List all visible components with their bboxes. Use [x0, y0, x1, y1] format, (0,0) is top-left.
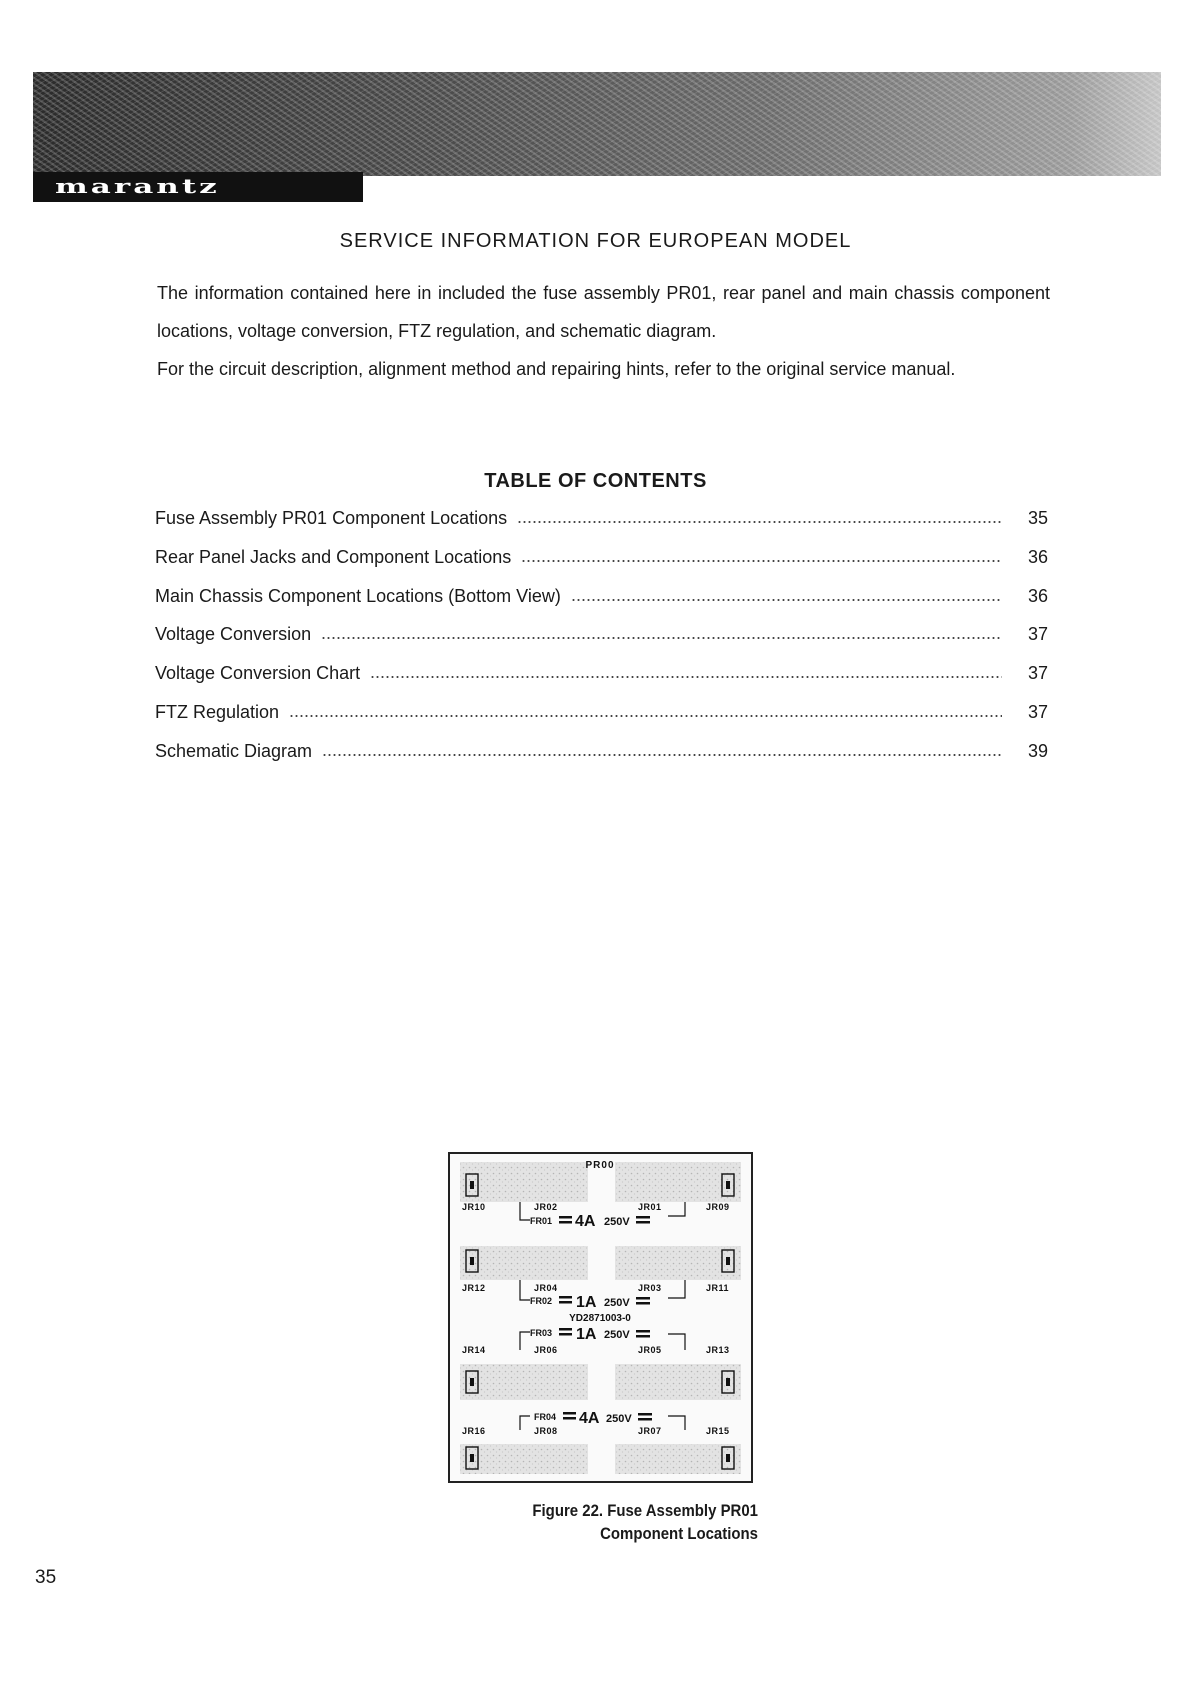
marantz-logo: [33, 172, 363, 202]
page-heading: SERVICE INFORMATION FOR EUROPEAN MODEL: [339, 230, 852, 252]
toc-entry-page: 36: [1027, 547, 1048, 567]
jack-label: JR15: [706, 1426, 730, 1436]
toc-entry-label: Voltage Conversion: [155, 624, 312, 644]
toc-entry-page: 39: [1027, 741, 1048, 761]
fuse-FR01: [530, 1213, 650, 1230]
toc-entry[interactable]: [155, 508, 1048, 538]
fuse-id: FR03: [530, 1328, 553, 1338]
copper-area: [460, 1246, 588, 1280]
toc-entry-label: Voltage Conversion Chart: [155, 663, 361, 683]
jack-label: JR13: [706, 1345, 730, 1355]
toc-entry-label: Main Chassis Component Locations (Bottom View): [155, 586, 561, 606]
toc-entry-label: FTZ Regulation: [155, 702, 280, 722]
jack-label: JR12: [462, 1283, 486, 1293]
board-label: PR00: [585, 1160, 615, 1171]
toc-entry-page: 37: [1027, 702, 1048, 722]
part-number: YD2871003-0: [569, 1313, 631, 1324]
fuse-voltage: 250V: [604, 1297, 630, 1309]
jack-label: JR03: [638, 1283, 662, 1293]
toc-entry-label: Schematic Diagram: [155, 741, 313, 761]
header-banner: [33, 72, 1161, 176]
jack-label: JR06: [534, 1345, 558, 1355]
toc-entry[interactable]: [155, 663, 1048, 693]
toc-entry-label: Fuse Assembly PR01 Component Locations: [155, 508, 508, 528]
copper-area: [460, 1162, 588, 1202]
toc-leader-dots: [521, 549, 1002, 563]
fuse-id: FR04: [534, 1412, 557, 1422]
toc-entry[interactable]: [155, 586, 1048, 616]
jack-label: JR11: [706, 1283, 730, 1293]
fuse-rating: 4A: [575, 1213, 596, 1230]
fuse-FR04: [534, 1410, 652, 1427]
toc-leader-dots: [322, 743, 1002, 757]
toc-title: TABLE OF CONTENTS: [484, 470, 707, 492]
jack-label: JR01: [638, 1202, 662, 1212]
fuse-rating: 1A: [576, 1294, 597, 1311]
brand-logo-text: marantz: [55, 175, 220, 199]
toc-leader-dots: [321, 626, 1002, 640]
fuse-rating: 4A: [579, 1410, 600, 1427]
jack-label: JR16: [462, 1426, 486, 1436]
jack-label: JR14: [462, 1345, 486, 1355]
jack-label: JR10: [462, 1202, 486, 1212]
fuse-rating: 1A: [576, 1326, 597, 1343]
toc-entry[interactable]: [155, 547, 1048, 577]
jack-label: JR02: [534, 1202, 558, 1212]
intro-paragraph-1: The information contained here in included the fuse assembly PR01, rear panel and main chassis component locations, voltage conversion, FTZ regulation, and schematic diagram.: [157, 283, 1050, 341]
fuse-FR02: [530, 1294, 650, 1311]
figure-caption-line-1: Figure 22. Fuse Assembly PR01: [532, 1501, 758, 1520]
intro-paragraph-2: For the circuit description, alignment method and repairing hints, refer to the original service manual.: [157, 359, 956, 379]
toc-entry-page: 35: [1027, 508, 1048, 528]
figure-caption-line-2: Component Locations: [600, 1524, 758, 1543]
fuse-assembly-diagram: [448, 1152, 753, 1483]
toc-entry-page: 37: [1027, 663, 1048, 683]
jack-label: JR04: [534, 1283, 558, 1293]
toc-leader-dots: [571, 588, 1002, 602]
fuse-id: FR01: [530, 1216, 553, 1226]
copper-area: [460, 1444, 588, 1474]
fuse-voltage: 250V: [604, 1329, 630, 1341]
fuse-voltage: 250V: [606, 1413, 632, 1425]
toc-leader-dots: [289, 704, 1002, 718]
toc-leader-dots: [517, 510, 1002, 524]
toc-entry[interactable]: [155, 741, 1048, 771]
jack-label: JR07: [638, 1426, 662, 1436]
intro-text: [157, 274, 1050, 388]
jack-label: JR08: [534, 1426, 558, 1436]
jack-label: JR09: [706, 1202, 730, 1212]
jack-label: JR05: [638, 1345, 662, 1355]
toc-leader-dots: [370, 665, 1002, 679]
fuse-voltage: 250V: [604, 1216, 630, 1228]
toc-entry-page: 37: [1027, 624, 1048, 644]
page-number: 35: [35, 1567, 57, 1588]
toc-entry[interactable]: [155, 702, 1048, 732]
toc-entry-label: Rear Panel Jacks and Component Locations: [155, 547, 512, 567]
toc-entry[interactable]: [155, 624, 1048, 654]
copper-area: [460, 1364, 588, 1400]
fuse-id: FR02: [530, 1296, 553, 1306]
fuse-FR03: [530, 1326, 650, 1343]
toc-entry-page: 36: [1027, 586, 1048, 606]
